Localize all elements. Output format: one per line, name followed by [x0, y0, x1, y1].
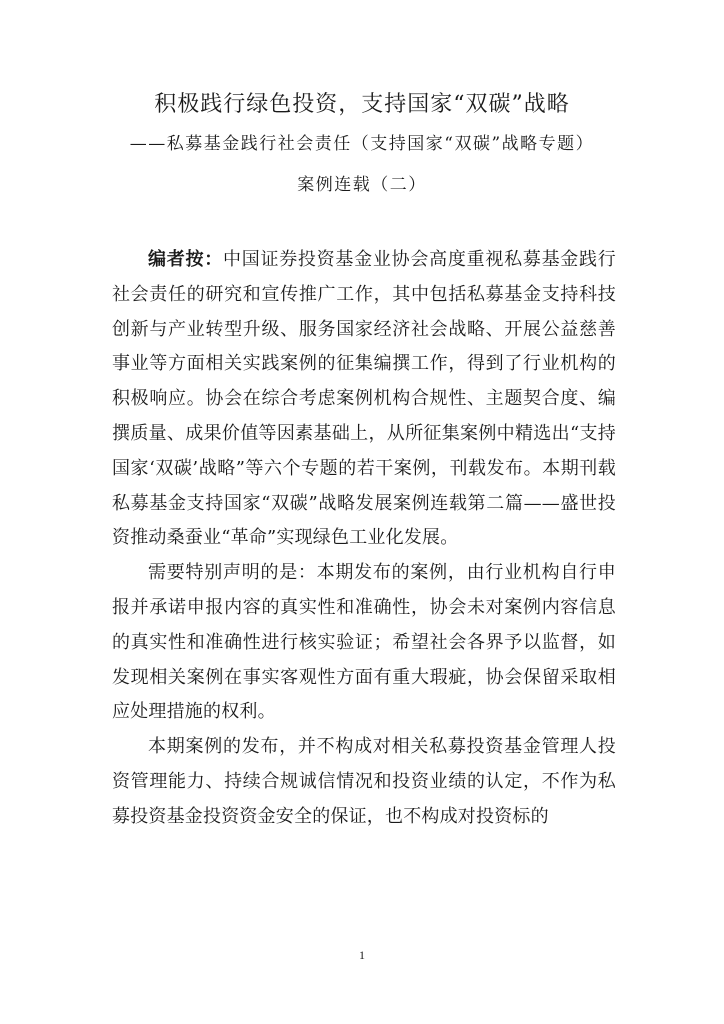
editor-note-paragraph	[112, 243, 616, 556]
document-title: 积极践行绿色投资，支持国家“双碳”战略	[154, 92, 570, 117]
page-number: 1	[359, 948, 365, 962]
disclaimer-paragraph: 需要特别声明的是：本期发布的案例，由行业机构自行申报并承诺申报内容的真实性和准确性，协会未对案例内容信息的真实性和准确性进行核实验证；希望社会各界予以监督，如发现相关案例在事实客观性方面有重大瑕疵，协会保留采取相应处理措施的权利。	[112, 562, 616, 723]
editor-note-label: 编者按：	[148, 249, 223, 270]
series-label: 案例连载（二）	[297, 175, 427, 195]
editor-note-text: 中国证券投资基金业协会高度重视私募基金践行社会责任的研究和宣传推广工作，其中包括私募基金支持科技创新与产业转型升级、服务国家经济社会战略、开展公益慈善事业等方面相关实践案例的征集编撰工作，得到了行业机构的积极响应。协会在综合考虑案例机构合规性、主题契合度、编撰质量、成果价值等因素基础上，从所征集案例中精选出“支持国家‘双碳’战略”等六个专题的若干案例，刊载发布。本期刊载私募基金支持国家“双碳”战略发展案例连载第二篇——盛世投资推动桑蚕业“革命”实现绿色工业化发展。	[112, 249, 616, 549]
document-subtitle: ——私募基金践行社会责任（支持国家“双碳”战略专题）	[129, 134, 595, 154]
notice-paragraph: 本期案例的发布，并不构成对相关私募投资基金管理人投资管理能力、持续合规诚信情况和投资业绩的认定，不作为私募投资基金投资资金安全的保证，也不构成对投资标的	[112, 736, 616, 827]
document-body	[112, 243, 616, 835]
